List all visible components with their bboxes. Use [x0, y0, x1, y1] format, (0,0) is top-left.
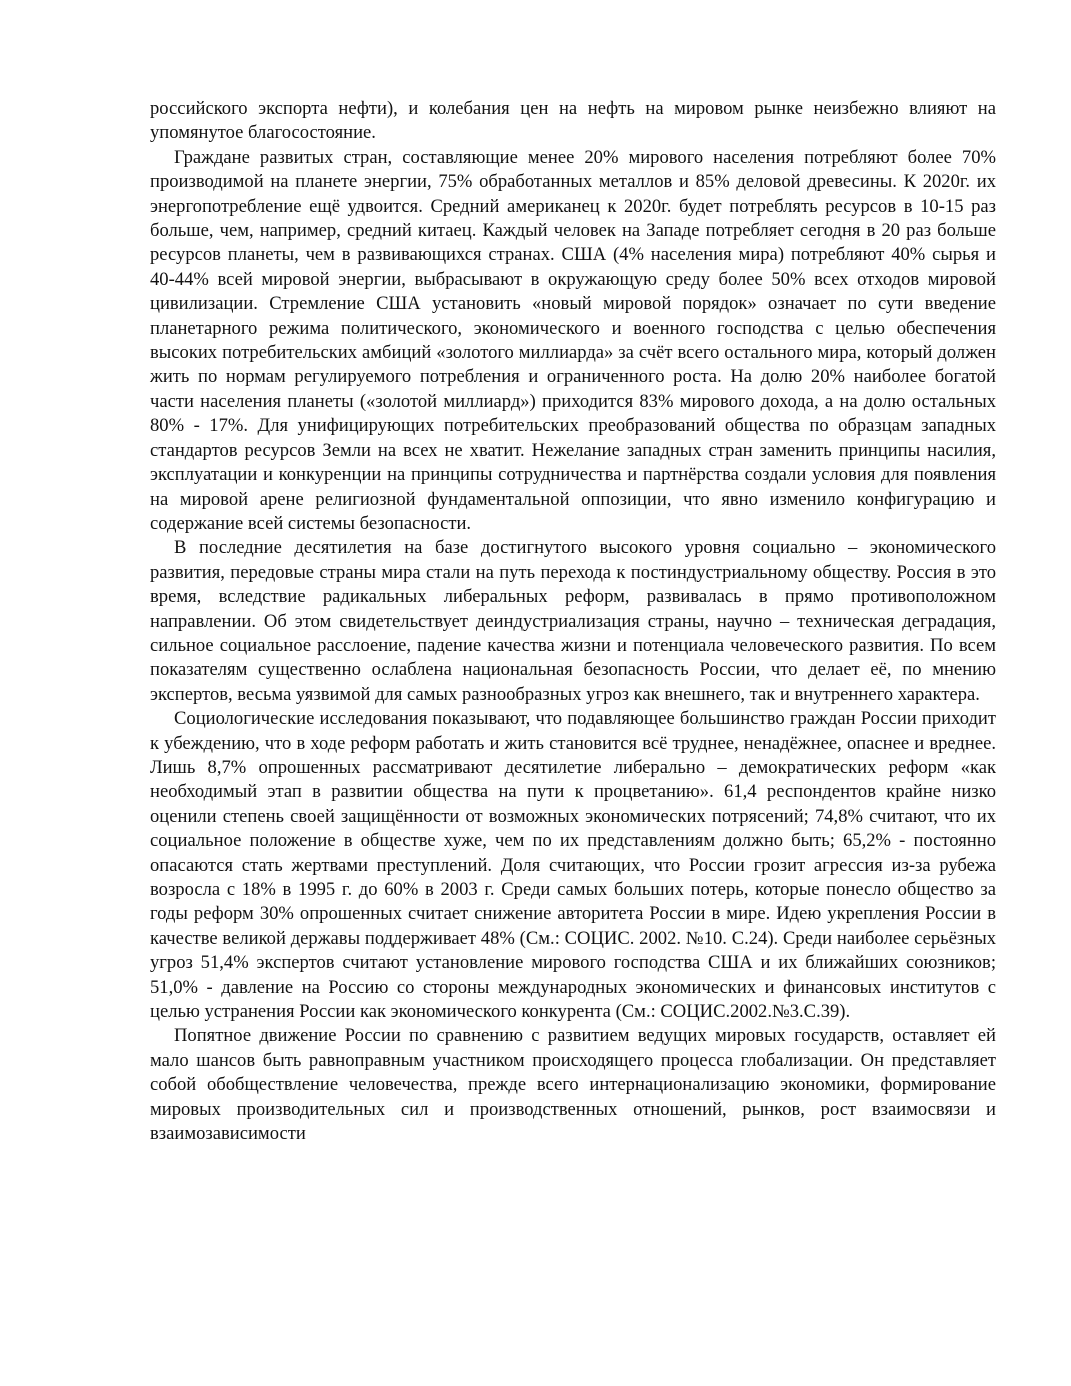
- document-page: [150, 97, 996, 1146]
- paragraph-continuation: российского экспорта нефти), и колебания цен на нефть на мировом рынке неизбежно влияют на упомянутое благосостояние.: [150, 98, 996, 144]
- paragraph-globalization: Попятное движение России по сравнению с развитием ведущих мировых государств, оставляет ей мало шансов быть равноправным участником происходящего процесса глобализации. Он представляет собой обобществление человечества, прежде всего интернационализацию экономики, формирование мировых производительных сил и производственных отношений, рынков, рост взаимосвязи и взаимозависимости: [150, 1025, 996, 1145]
- paragraph-postindustrial: В последние десятилетия на базе достигнутого высокого уровня социально – экономического развития, передовые страны мира стали на путь перехода к постиндустриальному обществу. Россия в это время, вследствие радикальных либеральных реформ, развивалась в прямо противоположном направлении. Об этом свидетельствует деиндустриализация страны, научно – техническая деградация, сильное социальное расслоение, падение качества жизни и потенциала человеческого развития. По всем показателям существенно ослаблена национальная безопасность России, что делает её, по мнению экспертов, весьма уязвимой для самых разнообразных угроз как внешнего, так и внутреннего характера.: [150, 537, 996, 705]
- paragraph-sociological-research: Социологические исследования показывают, что подавляющее большинство граждан России приходит к убеждению, что в ходе реформ работать и жить становится всё труднее, ненадёжнее, опаснее и вреднее. Лишь 8,7% опрошенных рассматривают десятилетие либерально – демократических реформ «как необходимый этап в развитии общества на пути к процветанию». 61,4 респондентов крайне низко оценили степень своей защищённости от возможных экономических потрясений; 74,8% считают, что их социальное положение в обществе хуже, чем по их представлениям должно быть; 65,2% - постоянно опасаются стать жертвами преступлений. Доля считающих, что России грозит агрессия из-за рубежа возросла с 18% в 1995 г. до 60% в 2003 г. Среди самых больших потерь, которые понесло общество за годы реформ 30% опрошенных считает снижение авторитета России в мире. Идею укрепления России в качестве великой державы поддерживает 48% (См.: СОЦИС. 2002. №10. С.24). Среди наиболее серьёзных угроз 51,4% экспертов считают установление мирового господства США и их ближайших союзников; 51,0% - давление на Россию со стороны международных экономических и финансовых институтов с целью устранения России как экономического конкурента (См.: СОЦИС.2002.№3.С.39).: [150, 708, 996, 1023]
- paragraph-consumption: Граждане развитых стран, составляющие менее 20% мирового населения потребляют более 70% производимой на планете энергии, 75% обработанных металлов и 85% деловой древесины. К 2020г. их энергопотребление ещё удвоится. Средний американец к 2020г. будет потреблять ресурсов в 10-15 раз больше, чем, например, средний китаец. Каждый человек на Западе потребляет сегодня в 20 раз больше ресурсов планеты, чем в развивающихся странах. США (4% населения мира) потребляют 40% сырья и 40-44% всей мировой энергии, выбрасывают в окружающую среду более 50% всех отходов мировой цивилизации. Стремление США установить «новый мировой порядок» означает по сути введение планетарного режима политического, экономического и военного господства с целью обеспечения высоких потребительских амбиций «золотого миллиарда» за счёт всего остального мира, который должен жить по нормам регулируемого потребления и ограниченного роста. На долю 20% наиболее богатой части населения планеты («золотой миллиард») приходится 83% мирового дохода, а на долю остальных 80% - 17%. Для унифицирующих потребительских преобразований общества по образцам западных стандартов ресурсов Земли на всех не хватит. Нежелание западных стран заменить принципы насилия, эксплуатации и конкуренции на принципы сотрудничества и партнёрства создали условия для появления на мировой арене религиозной фундаментальной оппозиции, что явно изменило конфигурацию и содержание всей системы безопасности.: [150, 146, 996, 534]
